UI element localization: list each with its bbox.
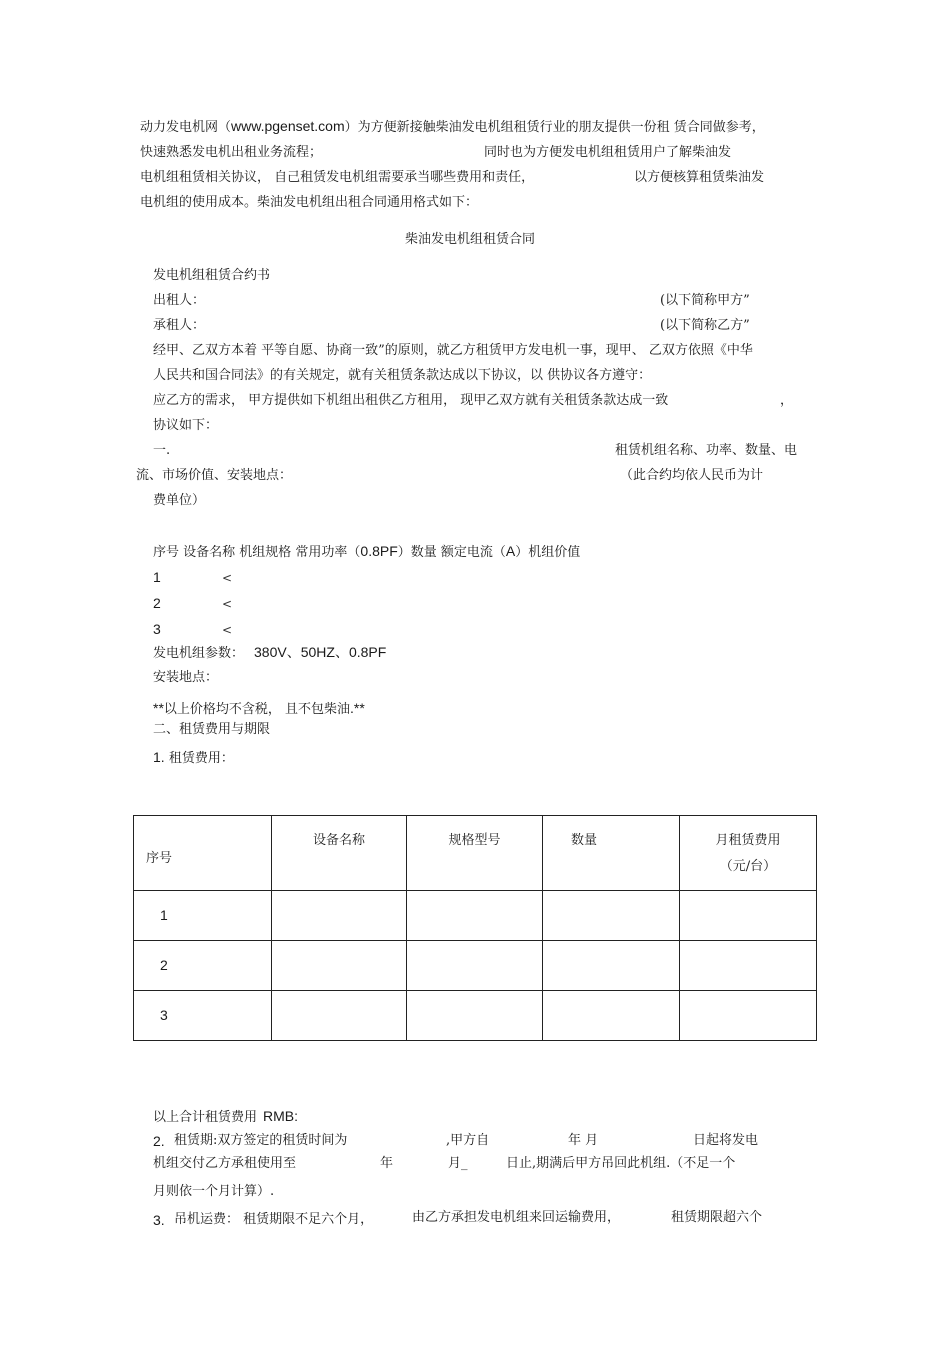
header-quantity: 数量 (571, 833, 598, 848)
table-cell[interactable] (407, 941, 543, 991)
fee-label (153, 749, 234, 767)
price-note (153, 700, 365, 718)
header-no: 序号 (146, 851, 173, 866)
header-monthly-fee: 月租赁费用 (715, 833, 781, 848)
table-cell[interactable] (407, 991, 543, 1041)
params-line (153, 644, 386, 662)
table-row (134, 891, 817, 941)
website-link[interactable]: www.pgenset.com (231, 118, 345, 134)
clause2-text-i: 月则依一个月计算）. (153, 1184, 275, 1199)
spec-header-text: ）数量 额定电流（ (397, 545, 506, 560)
lessee-label: 承租人： (153, 318, 206, 333)
price-note-stars: ** (153, 700, 164, 716)
header-cell (407, 816, 543, 891)
total-fee-label: 以上合计租赁费用 (153, 1110, 258, 1125)
section2-title: 二、租赁费用与期限 (153, 722, 271, 737)
table-cell[interactable] (680, 941, 817, 991)
table-cell[interactable] (680, 891, 817, 941)
angle-mark-icon: < (222, 571, 233, 585)
clause3-text-b: 由乙方承担发电机组来回运输费用， (412, 1210, 621, 1225)
fee-label-text: 租赁费用： (164, 751, 234, 766)
para2-line1: 应乙方的需求， 甲方提供如下机组出租供乙方租用， 现甲乙双方就有关租赁条款达成一致 (153, 393, 669, 408)
total-fee-currency: RMB: (263, 1108, 299, 1124)
intro-text: ）为方便新接触柴油发电机组租赁行业的朋友提供一份租 赁合同做参考， (344, 120, 765, 135)
header-cell (680, 816, 817, 891)
para1-line1: 经甲、乙双方本着 平等自愿、协商一致”的原则，就乙方租赁甲方发电机一事，现甲、 乙双方依照《中华 (153, 343, 753, 358)
table-cell[interactable] (272, 991, 407, 1041)
angle-mark-icon: < (222, 623, 233, 637)
section1-title: 租赁机组名称、功率、数量、电 (615, 443, 798, 458)
intro-text: 动力发电机网（ (140, 120, 232, 135)
clause2-text-b: ,甲方自 (446, 1133, 490, 1148)
header-cell (543, 816, 680, 891)
row-no-cell (134, 941, 272, 991)
intro-line-2a: 快速熟悉发电机出租业务流程； (140, 145, 323, 160)
intro-line-4: 电机组的使用成本。柴油发电机组出租合同通用格式如下： (140, 195, 479, 210)
spec-header-text: ）机组价值 (515, 545, 581, 560)
price-note-text: 以上价格均不含税， 且不包柴油 (163, 702, 351, 717)
header-model: 规格型号 (448, 833, 501, 848)
intro-line-1 (140, 118, 765, 136)
spec-header-pf: 0.8PF (360, 543, 398, 559)
spec-header-a: A (505, 543, 516, 559)
angle-mark-icon: < (222, 597, 233, 611)
row-no-cell (134, 891, 272, 941)
intro-line-2b: 同时也为方便发电机组租赁用户了解柴油发 (484, 145, 732, 160)
header-fee-unit: （元/台） (719, 859, 777, 874)
section1-continued: 流、市场价值、安装地点： (136, 468, 293, 483)
table-row (134, 941, 817, 991)
table-cell[interactable] (543, 991, 680, 1041)
spec-row-number: 2 (153, 595, 161, 611)
intro-line-3a: 电机组租赁相关协议， 自己租赁发电机组需要承当哪些费用和责任， (140, 170, 535, 185)
row-number: 3 (160, 1007, 168, 1023)
clause2-text-e: 机组交付乙方承租使用至 (153, 1156, 297, 1171)
table-cell[interactable] (272, 891, 407, 941)
row-no-cell (134, 991, 272, 1041)
table-cell[interactable] (543, 891, 680, 941)
section1-note: （此合约均依人民币为计 (620, 468, 764, 483)
table-row (134, 991, 817, 1041)
clause2-text-a: 租赁期:双方签定的租赁时间为 (174, 1133, 348, 1148)
para1-line2: 人民共和国合同法》的有关规定，就有关租赁条款达成以下协议，以 供协议各方遵守： (153, 368, 652, 383)
table-cell[interactable] (407, 891, 543, 941)
total-fee-line (153, 1108, 298, 1126)
params-value: 380V、50HZ、0.8PF (254, 644, 387, 660)
clause2-text-d: 日起将发电 (693, 1133, 759, 1148)
clause2-text-f: 年 (380, 1156, 394, 1171)
clause2-number: 2. (153, 1133, 165, 1149)
spec-list-header (153, 543, 580, 561)
clause2-text-c: 年 月 (568, 1133, 599, 1148)
clause2-text-g: 月_ (448, 1156, 468, 1171)
contract-title: 柴油发电机组租赁合同 (405, 232, 536, 247)
clause3-text-a: 吊机运费： 租赁期限不足六个月， (174, 1212, 374, 1227)
table-header-row (134, 816, 817, 891)
para2-line2: 协议如下： (153, 418, 219, 433)
params-label: 发电机组参数： (153, 646, 245, 661)
spec-header-text: 序号 设备名称 机组规格 常用功率（ (153, 545, 361, 560)
lessee-note: (以下简称乙方” (660, 318, 750, 333)
rental-fee-table (133, 815, 817, 1041)
intro-line-3b: 以方便核算租赁柴油发 (634, 170, 765, 185)
section1-number: 一. (153, 443, 171, 458)
lessor-label: 出租人： (153, 293, 206, 308)
contract-book-title: 发电机组租赁合约书 (153, 268, 271, 283)
section1-note-end: 费单位） (153, 493, 206, 508)
install-site-label: 安装地点： (153, 670, 219, 685)
fee-label-number: 1. (153, 749, 165, 765)
header-equipment-name: 设备名称 (312, 833, 365, 848)
clause3-number: 3. (153, 1212, 165, 1228)
table-cell[interactable] (272, 941, 407, 991)
spec-row-number: 3 (153, 621, 161, 637)
table-cell[interactable] (543, 941, 680, 991)
row-number: 1 (160, 907, 168, 923)
table-cell[interactable] (680, 991, 817, 1041)
clause2-text-h: 日止,期满后甲方吊回此机组.（不足一个 (506, 1156, 736, 1171)
clause3-text-c: 租赁期限超六个 (671, 1210, 763, 1225)
price-note-stars: .** (350, 700, 365, 716)
header-cell (272, 816, 407, 891)
spec-row-number: 1 (153, 569, 161, 585)
para2-comma: ， (780, 393, 794, 408)
row-number: 2 (160, 957, 168, 973)
lessor-note: (以下简称甲方” (660, 293, 750, 308)
header-cell (134, 816, 272, 891)
